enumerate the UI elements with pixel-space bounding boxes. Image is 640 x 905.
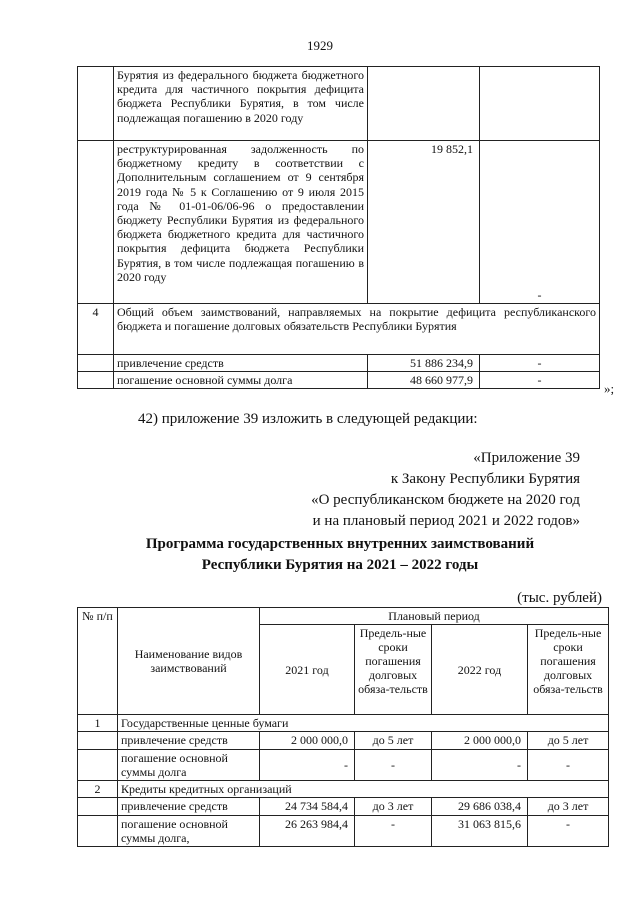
row-label: привлечение средств [118, 798, 260, 816]
term-2021: - [355, 750, 432, 781]
attraction-label: привлечение средств [114, 355, 368, 372]
closing-quote: »; [604, 381, 615, 396]
row-text: реструктурированная задолженность по бюджетному кредиту в соответствии с Дополнительным соглашением от 9 сентября 2019 года № 5 к Соглашению от 9 июля 2015 года № 01-01-06/06-96 о предоставлении бюджету Республики Бурятия из федерального бюджета бюджетного кредита для частичного покрытия дефицита бюджета Республики Бурятия, в том числе подлежащая погашению в 2020 году [114, 141, 368, 304]
row-dash: - [480, 141, 600, 304]
value-2022: 29 686 038,4 [432, 798, 528, 816]
section-number: 2 [78, 781, 118, 798]
repayment-dash: - [480, 372, 600, 389]
term-2022: до 3 лет [528, 798, 609, 816]
table-row [78, 304, 600, 355]
borrowing-program-table [77, 607, 609, 847]
section-number: 1 [78, 715, 118, 732]
header-year-2022: 2022 год [432, 625, 528, 715]
header-name: Наименование видов заимствований [118, 608, 260, 715]
table-row [78, 372, 600, 389]
table-row [78, 798, 609, 816]
value-2022: 31 063 815,6 [432, 816, 528, 847]
table-row [78, 732, 609, 750]
value-2021: 2 000 000,0 [260, 732, 355, 750]
appendix-line: и на плановый период 2021 и 2022 годов» [312, 513, 580, 529]
value-2022: - [432, 750, 528, 781]
section-row [78, 781, 609, 798]
term-2022: - [528, 816, 609, 847]
section-title: Кредиты кредитных организаций [118, 781, 609, 798]
term-2021: до 5 лет [355, 732, 432, 750]
appendix-line: «Приложение 39 [473, 450, 580, 466]
term-2021: до 3 лет [355, 798, 432, 816]
row-text: Общий объем заимствований, направляемых на покрытие дефицита республиканского бюджета и погашение долговых обязательств Республики Бурятия [114, 304, 600, 355]
header-terms-2021: Предель-ные сроки погашения долговых обяза-тельств [355, 625, 432, 715]
table-row [78, 67, 600, 141]
table-row [78, 750, 609, 781]
value-2021: 26 263 984,4 [260, 816, 355, 847]
attraction-value: 51 886 234,9 [368, 355, 480, 372]
page-number: 1929 [307, 38, 333, 53]
repayment-value: 48 660 977,9 [368, 372, 480, 389]
value-2022: 2 000 000,0 [432, 732, 528, 750]
row-value: 19 852,1 [368, 141, 480, 304]
document-title: Программа государственных внутренних заимствований Республики Бурятия на 2021 – 2022 годы [145, 536, 535, 573]
section-title: Государственные ценные бумаги [118, 715, 609, 732]
units-label: (тыс. рублей) [517, 590, 602, 606]
table-row [78, 355, 600, 372]
term-2021: - [355, 816, 432, 847]
section-row [78, 715, 609, 732]
header-terms-2022: Предель-ные сроки погашения долговых обяза-тельств [528, 625, 609, 715]
borrowings-table-continued [77, 66, 600, 389]
attraction-dash: - [480, 355, 600, 372]
header-year-2021: 2021 год [260, 625, 355, 715]
table-row [78, 141, 600, 304]
header-planning-period: Плановый период [260, 608, 609, 625]
term-2022: - [528, 750, 609, 781]
header-number: № п/п [78, 608, 118, 715]
amendment-paragraph: 42) приложение 39 изложить в следующей редакции: [138, 411, 478, 427]
repayment-label: погашение основной суммы долга [114, 372, 368, 389]
value-2021: - [260, 750, 355, 781]
term-2022: до 5 лет [528, 732, 609, 750]
row-label: погашение основной суммы долга [118, 750, 260, 781]
table-row [78, 816, 609, 847]
row-label: привлечение средств [118, 732, 260, 750]
appendix-header [311, 448, 580, 532]
header-row [78, 608, 609, 625]
row-text: Бурятия из федерального бюджета бюджетного кредита для частичного покрытия дефицита бюджета Республики Бурятия, в том числе подлежащая погашению в 2020 году [114, 67, 368, 141]
appendix-line: к Закону Республики Бурятия [390, 471, 580, 487]
row-number: 4 [78, 304, 114, 355]
row-label: погашение основной суммы долга, [118, 816, 260, 847]
value-2021: 24 734 584,4 [260, 798, 355, 816]
appendix-line: «О республиканском бюджете на 2020 год [311, 492, 580, 508]
